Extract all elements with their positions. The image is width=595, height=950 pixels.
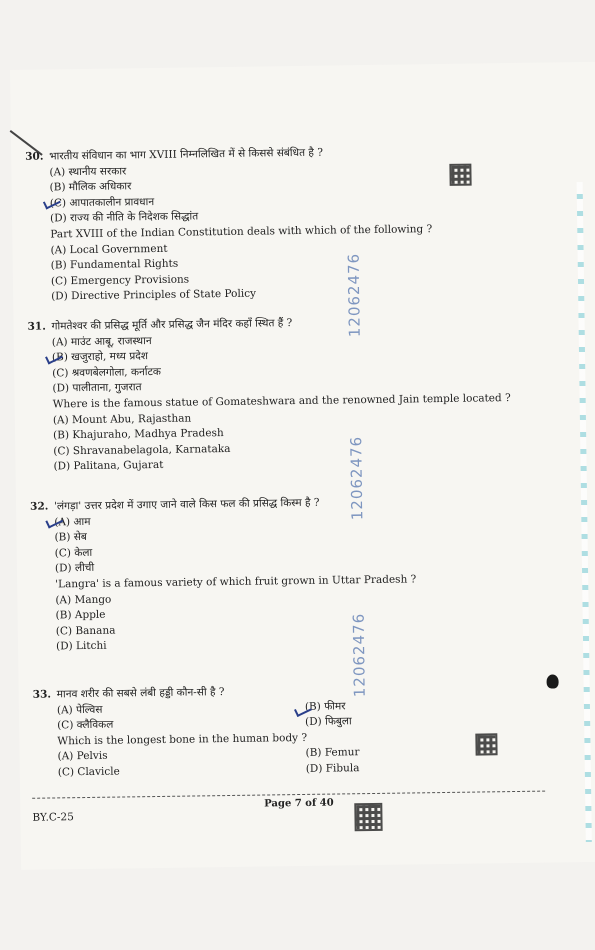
question-text-hindi: भारतीय संविधान का भाग XVIII निम्नलिखित में से किससे संबंधित है ?	[49, 146, 324, 163]
qr-code-icon	[449, 164, 471, 186]
option-b-hindi: (B) खजुराहो, मध्य प्रदेश	[51, 350, 149, 364]
question-number: 30.	[25, 150, 44, 163]
option-b-english: (B) Khajuraho, Madhya Pradesh	[53, 427, 224, 442]
option-a-english: (A) Mango	[55, 593, 112, 606]
question-text-english: 'Langra' is a famous variety of which fruit grown in Uttar Pradesh ?	[55, 573, 417, 591]
serial-stamp: 12062476	[347, 435, 367, 521]
option-b-english: (B) Fundamental Rights	[50, 257, 179, 272]
question-30	[25, 144, 433, 306]
option-c-hindi: (C) क्लैविकल	[57, 718, 114, 732]
option-b-english: (B) Apple	[55, 608, 106, 622]
question-text-hindi: मानव शरीर की सबसे लंबी हड्डी कौन-सी है ?	[56, 686, 225, 701]
option-a-hindi: (A) आम	[54, 515, 91, 529]
option-d-hindi: (D) पालीताना, गुजरात	[52, 381, 142, 395]
question-31	[27, 313, 511, 476]
option-d-hindi: (D) लीची	[54, 562, 95, 575]
question-text-english: Part XVIII of the Indian Constitution deals with which of the following ?	[50, 223, 433, 241]
option-b-english: (B) Femur	[305, 746, 360, 760]
question-33	[33, 681, 534, 782]
serial-stamp: 12062476	[344, 252, 364, 338]
question-text-english: Where is the famous statue of Gomateshwara and the renowned Jain temple located ?	[52, 392, 511, 411]
question-number: 33.	[32, 688, 52, 701]
option-d-hindi: (D) फिबुला	[305, 715, 352, 729]
option-d-english: (D) Litchi	[55, 640, 107, 653]
option-a-english: (A) Mount Abu, Rajasthan	[52, 412, 192, 426]
option-a-english: (A) Pelvis	[57, 750, 108, 763]
option-c-hindi: (C) श्रवणबेलगोला, कर्नाटक	[52, 365, 161, 380]
option-b-hindi: (B) फीमर	[304, 699, 346, 713]
option-d-hindi: (D) राज्य की नीति के निदेशक सिद्धांत	[49, 210, 199, 225]
option-a-english: (A) Local Government	[50, 242, 168, 257]
edge-timing-marks	[577, 182, 592, 842]
question-number: 32.	[30, 500, 49, 513]
option-d-english: (D) Palitana, Gujarat	[53, 459, 164, 473]
option-d-english: (D) Directive Principles of State Policy	[51, 287, 257, 303]
option-c-english: (C) Banana	[55, 624, 116, 638]
option-b-hindi: (B) मौलिक अधिकार	[49, 180, 132, 194]
option-a-hindi: (A) पेल्विस	[56, 703, 103, 717]
question-text-hindi: 'लंगड़ा' उत्तर प्रदेश में उगाए जाने वाले किस फल की प्रसिद्ध किस्म है ?	[54, 496, 320, 513]
question-text-hindi: गोमतेश्वर की प्रसिद्ध मूर्ति और प्रसिद्ध जैन मंदिर कहाँ स्थित हैं ?	[51, 317, 293, 333]
serial-stamp: 12062476	[349, 612, 369, 698]
qr-code-icon	[354, 803, 382, 831]
exam-page	[10, 62, 595, 870]
booklet-code: BY.C-25	[32, 811, 74, 824]
option-c-hindi: (C) आपातकालीन प्रावधान	[49, 195, 155, 210]
option-c-english: (C) Clavicle	[57, 765, 120, 779]
insect-on-page	[546, 674, 558, 688]
option-a-hindi: (A) स्थानीय सरकार	[49, 164, 127, 179]
option-c-hindi: (C) केला	[54, 546, 93, 560]
option-c-english: (C) Shravanabelagola, Karnataka	[53, 442, 231, 458]
option-d-english: (D) Fibula	[305, 762, 360, 775]
option-c-english: (C) Emergency Provisions	[50, 273, 190, 288]
page-number: Page 7 of 40	[264, 797, 334, 810]
question-number: 31.	[27, 320, 46, 333]
qr-code-icon	[475, 733, 497, 755]
question-text-english: Which is the longest bone in the human body ?	[57, 731, 308, 748]
option-a-hindi: (A) माउंट आबू, राजस्थान	[51, 334, 152, 349]
option-b-hindi: (B) सेब	[54, 531, 87, 544]
